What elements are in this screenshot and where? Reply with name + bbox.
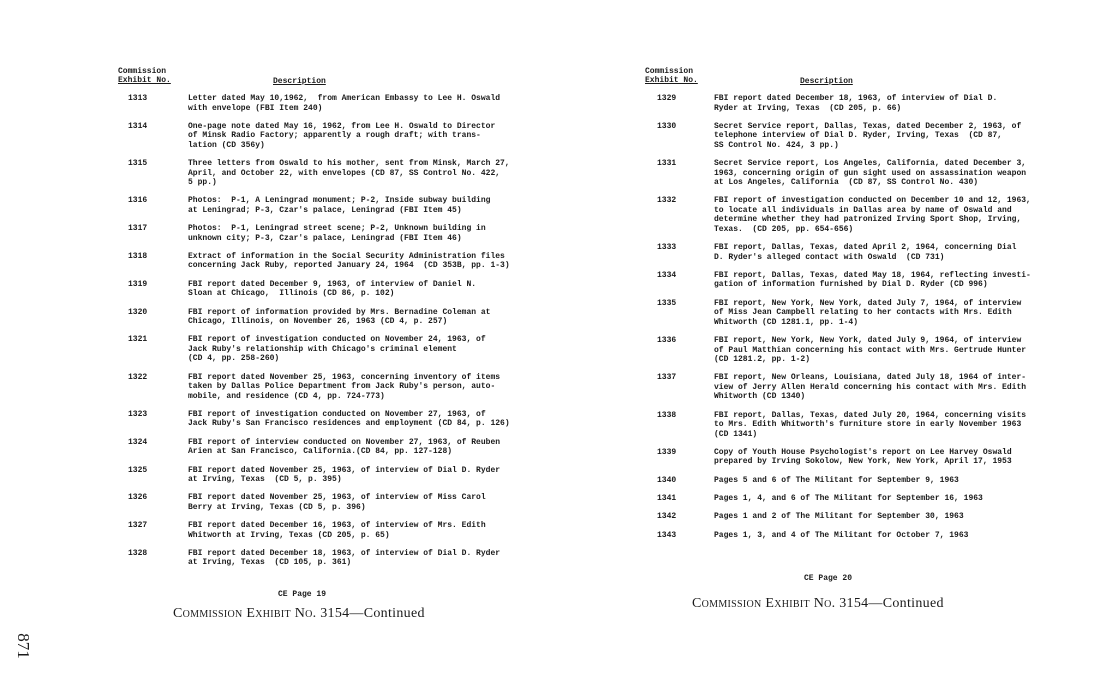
- exhibit-description: Photos: P-1, A Leningrad monument; P-2, Inside subway building at Leningrad; P-3, Czar's palace, Leningrad (FBI Item 45): [188, 196, 491, 215]
- exhibit-description: Secret Service report, Los Angeles, California, dated December 3, 1963, concerning origin of gun sight used on assassination weapon at Los Angeles, California (CD 87, SS Control No. 430): [714, 159, 1027, 188]
- exhibit-entry: [118, 549, 518, 568]
- exhibit-number: 1327: [128, 521, 148, 531]
- exhibit-number: 1321: [128, 335, 148, 345]
- exhibit-number: 1313: [128, 94, 148, 103]
- exhibit-description: FBI report of investigation conducted on November 27, 1963, of Jack Ruby's San Francisco residences and employment (CD 84, p. 126): [188, 409, 510, 429]
- exhibit-description: FBI report dated December 9, 1963, of interview of Daniel N. Sloan at Chicago, Illinois (CD 86, p. 102): [188, 279, 477, 299]
- exhibit-description: Photos: P-1, Leningrad street scene; P-2, Unknown building in unknown city; P-3, Czar's palace, Leningrad (FBI Item 46): [188, 224, 486, 243]
- exhibit-entry: [118, 521, 518, 540]
- exhibit-number: 1334: [657, 270, 677, 280]
- exhibit-description: FBI report, Dallas, Texas, dated April 2, 1964, concerning Dial D. Ryder's alleged contact with Oswald (CD 731): [714, 243, 1017, 262]
- exhibit-description: FBI report of information provided by Mrs. Bernadine Coleman at Chicago, Illinois, on November 26, 1963 (CD 4, p. 257): [188, 307, 491, 327]
- caption-number: 3154—Continued: [835, 596, 944, 611]
- exhibit-description: FBI report, Dallas, Texas, dated May 18, 1964, reflecting investi- gation of information furnished by Dial D. Ryder (CD 996): [714, 270, 1031, 290]
- exhibit-entry: [118, 280, 518, 299]
- page-caption: [173, 606, 425, 622]
- exhibit-entry: [645, 299, 1045, 328]
- exhibit-number: 1335: [657, 298, 677, 308]
- exhibit-description: Letter dated May 10,1962, from American Embassy to Lee H. Oswald with envelope (FBI Item 240): [188, 94, 501, 113]
- exhibit-number: 1319: [128, 279, 148, 289]
- exhibit-description: FBI report dated December 16, 1963, of interview of Mrs. Edith Whitworth at Irving, Texas (CD 205, p. 65): [188, 521, 486, 540]
- exhibit-entry: [118, 252, 518, 271]
- exhibit-description: FBI report, New Orleans, Louisiana, dated July 18, 1964 of inter- view of Jerry Allen Herald concerning his contact with Mrs. Edith Whitworth (CD 1340): [714, 373, 1027, 402]
- exhibit-entry: [645, 243, 1045, 262]
- exhibit-entry: [118, 159, 518, 188]
- exhibit-number: 1324: [128, 437, 148, 447]
- exhibit-number: 1338: [657, 410, 677, 420]
- exhibit-description: FBI report dated November 25, 1963, concerning inventory of items taken by Dallas Police Department from Jack Ruby's person, auto- mobile, and residence (CD 4, pp. 724-773): [188, 372, 501, 401]
- exhibit-entry: [645, 159, 1045, 188]
- exhibit-entry: [118, 196, 518, 215]
- table-header: [645, 68, 1045, 94]
- exhibit-description: FBI report dated December 18, 1963, of interview of Dial D. Ryder at Irving, Texas (CD 105, p. 361): [188, 548, 501, 568]
- exhibit-description: Extract of information in the Social Security Administration files concerning Jack Ruby, reported January 24, 1964 (CD 353B, pp. 1-3): [188, 251, 510, 271]
- exhibit-number: 1322: [128, 372, 148, 382]
- exhibit-description: FBI report dated November 25, 1963, of interview of Miss Carol Berry at Irving, Texas (CD 5, p. 396): [188, 493, 486, 512]
- exhibit-number: 1318: [128, 251, 148, 261]
- exhibit-description: FBI report of investigation conducted on November 24, 1963, of Jack Ruby's relationship with Chicago's criminal element (CD 4, pp. 258-260): [188, 335, 486, 364]
- exhibit-entry: [645, 411, 1045, 440]
- exhibit-description: FBI report dated December 18, 1963, of interview of Dial D. Ryder at Irving, Texas (CD 205, p. 66): [714, 94, 998, 113]
- right-page-column: [645, 68, 1045, 549]
- exhibit-entry: [645, 373, 1045, 402]
- exhibit-entry: [118, 335, 518, 364]
- exhibit-number: 1320: [128, 307, 148, 317]
- caption-title: Commission Exhibit No.: [692, 596, 836, 611]
- exhibit-list: [118, 94, 518, 568]
- exhibit-number: 1342: [657, 512, 677, 522]
- exhibit-description: Pages 1 and 2 of The Militant for September 30, 1963: [714, 512, 964, 522]
- exhibit-number: 1331: [657, 159, 677, 169]
- ce-page-label: CE Page 19: [278, 590, 327, 599]
- header-description: Description: [800, 77, 853, 86]
- exhibit-entry: [118, 410, 518, 429]
- exhibit-number: 1339: [657, 447, 677, 457]
- exhibit-number: 1330: [657, 121, 677, 131]
- exhibit-number: 1316: [128, 196, 148, 206]
- exhibit-entry: [118, 466, 518, 485]
- exhibit-description: FBI report dated November 25, 1963, of interview of Dial D. Ryder at Irving, Texas (CD 5, p. 395): [188, 465, 501, 485]
- exhibit-number: 1317: [128, 224, 148, 234]
- exhibit-entry: [118, 224, 518, 243]
- caption-number: 3154—Continued: [316, 606, 425, 621]
- exhibit-description: FBI report, New York, New York, dated July 9, 1964, of interview of Paul Matthian concerning his contact with Mrs. Gertrude Hunter (CD 1281.2, pp. 1-2): [714, 336, 1027, 365]
- exhibit-description: Secret Service report, Dallas, Texas, dated December 2, 1963, of telephone interview of Dial D. Ryder, Irving, Texas (CD 87, SS Control No. 424, 3 pp.): [714, 121, 1022, 150]
- exhibit-number: 1315: [128, 159, 148, 169]
- exhibit-list: [645, 94, 1045, 540]
- exhibit-entry: [645, 122, 1045, 151]
- exhibit-entry: [645, 336, 1045, 365]
- page-number: 871: [13, 633, 33, 659]
- header-commission: Commission: [118, 67, 167, 76]
- header-exhibit-no: Exhibit No.: [118, 75, 171, 85]
- exhibit-description: Pages 5 and 6 of The Militant for September 9, 1963: [714, 475, 959, 485]
- header-commission: Commission: [645, 67, 694, 76]
- exhibit-number: 1341: [657, 494, 677, 504]
- caption-title: Commission Exhibit No.: [173, 606, 317, 621]
- header-exhibit-no: Exhibit No.: [645, 75, 698, 85]
- exhibit-number: 1326: [128, 493, 148, 503]
- exhibit-entry: [645, 476, 1045, 486]
- exhibit-number: 1337: [657, 373, 677, 383]
- exhibit-entry: [645, 494, 1045, 504]
- ce-page-label: CE Page 20: [804, 574, 853, 583]
- exhibit-number: 1328: [128, 548, 148, 558]
- exhibit-number: 1314: [128, 121, 148, 131]
- left-page-column: [118, 68, 518, 577]
- exhibit-number: 1332: [657, 196, 677, 206]
- exhibit-description: FBI report of interview conducted on November 27, 1963, of Reuben Arien at San Francisco, California.(CD 84, pp. 127-128): [188, 437, 501, 457]
- exhibit-entry: [118, 308, 518, 327]
- exhibit-number: 1343: [657, 530, 677, 540]
- page-caption: [692, 596, 944, 612]
- exhibit-entry: [118, 438, 518, 457]
- table-header: [118, 68, 518, 94]
- exhibit-entry: [118, 373, 518, 402]
- exhibit-entry: [645, 94, 1045, 113]
- exhibit-number: 1323: [128, 409, 148, 419]
- exhibit-entry: [645, 531, 1045, 541]
- header-description: Description: [273, 77, 326, 86]
- exhibit-number: 1340: [657, 475, 677, 485]
- exhibit-entry: [645, 196, 1045, 234]
- exhibit-description: Pages 1, 4, and 6 of The Militant for September 16, 1963: [714, 494, 983, 504]
- exhibit-number: 1329: [657, 94, 677, 103]
- exhibit-entry: [118, 122, 518, 151]
- exhibit-number: 1325: [128, 465, 148, 475]
- exhibit-entry: [645, 512, 1045, 522]
- exhibit-description: Copy of Youth House Psychologist's report on Lee Harvey Oswald prepared by Irving Sokolow, New York, New York, April 17, 1953: [714, 447, 1012, 467]
- exhibit-description: Three letters from Oswald to his mother, sent from Minsk, March 27, April, and October 22, with envelopes (CD 87, SS Control No. 422, 5 pp.): [188, 159, 510, 188]
- exhibit-description: One-page note dated May 16, 1962, from Lee H. Oswald to Director of Minsk Radio Factory; apparently a rough draft; with trans- lation (CD 356y): [188, 121, 496, 150]
- exhibit-number: 1336: [657, 336, 677, 346]
- exhibit-description: Pages 1, 3, and 4 of The Militant for October 7, 1963: [714, 530, 969, 540]
- exhibit-entry: [645, 271, 1045, 290]
- exhibit-entry: [118, 493, 518, 512]
- exhibit-description: FBI report of investigation conducted on December 10 and 12, 1963, to locate all individuals in Dallas area by name of Oswald and determine whether they had patronized Irving Sport Shop, Irving, Texas. (CD 205, pp. 654-656): [714, 196, 1031, 234]
- exhibit-entry: [118, 94, 518, 113]
- exhibit-entry: [645, 448, 1045, 467]
- exhibit-description: FBI report, Dallas, Texas, dated July 20, 1964, concerning visits to Mrs. Edith Whitworth's furniture store in early November 1963 (CD 1341): [714, 410, 1027, 439]
- exhibit-number: 1333: [657, 243, 677, 253]
- exhibit-description: FBI report, New York, New York, dated July 7, 1964, of interview of Miss Jean Campbell relating to her contacts with Mrs. Edith Whitworth (CD 1281.1, pp. 1-4): [714, 298, 1022, 327]
